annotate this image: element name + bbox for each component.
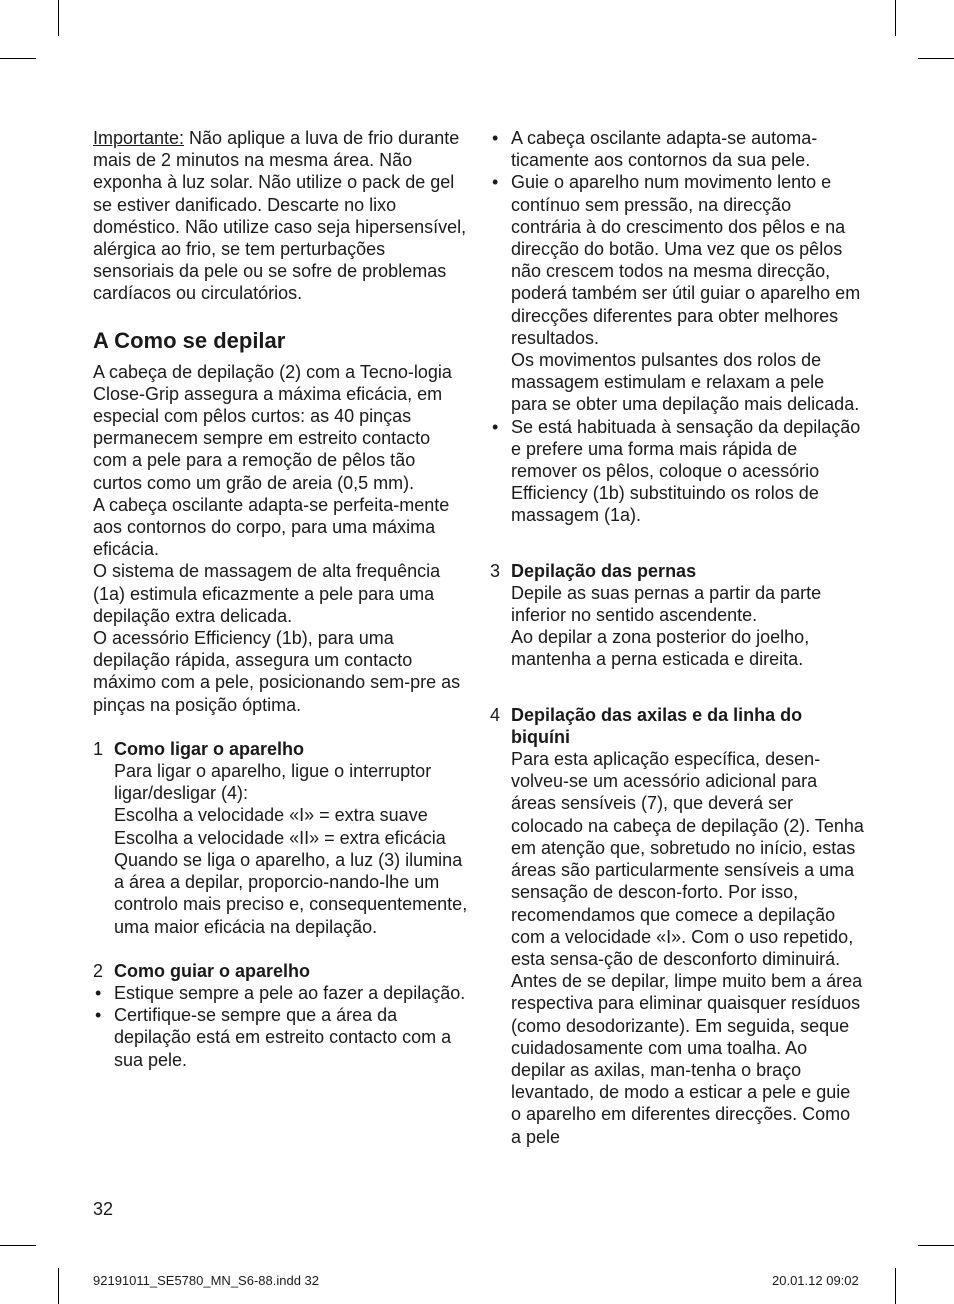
crop-mark-top-left-v (58, 0, 59, 36)
step-2-bullet-list (93, 982, 468, 1071)
step-1-line-1: Para ligar o aparelho, ligue o interruptor ligar/desligar (4): (114, 761, 432, 804)
section-heading: A Como se depilar (93, 327, 286, 353)
step-3-number: 3 (490, 560, 501, 581)
step-2-number: 2 (93, 960, 104, 981)
intro-paragraph-1: A cabeça de depilação (2) com a Tecno-logia Close-Grip assegura a máxima eficácia, em especial com pêlos curtos: as 40 pinças permanecem sempre em estreito contacto com a pele para a remoção de pêlos tão curtos como um grão de areia (0,5 mm). (93, 361, 452, 493)
bullet-text: Guie o aparelho num movimento lento e contínuo sem pressão, na direcção contrária à do crescimento dos pêlos e na direcção do botão. Uma vez que os pêlos não crescem todos na mesma direcção, poderá também ser útil guiar o aparelho em direcções diferentes para obter melhores resultados. (511, 172, 861, 348)
important-text: Não aplique a luva de frio durante mais de 2 minutos na mesma área. Não exponha à luz solar. Não utilize o pack de gel se estiver danificado. Descarte no lixo doméstico. Não utilize caso seja hipersensível, alérgica ao frio, se tem perturbações sensoriais da pele ou se sofre de problemas cardíacos ou circulatórios. (93, 128, 467, 304)
crop-mark-bottom-left-h (0, 1245, 36, 1246)
bullet-icon: • (492, 128, 499, 148)
step-3 (490, 560, 865, 671)
step-4-title: Depilação das axilas e da linha do biquíni (511, 704, 803, 747)
crop-mark-bottom-right-v (895, 1268, 896, 1304)
crop-mark-bottom-right-h (918, 1245, 954, 1246)
list-item (490, 127, 865, 171)
step-1-title: Como ligar o aparelho (114, 738, 305, 759)
crop-mark-top-right-h (918, 58, 954, 59)
bullet-text: A cabeça oscilante adapta-se automa-ticamente aos contornos da sua pele. (511, 128, 818, 171)
step-3-line-1: Depile as suas pernas a partir da parte inferior no sentido ascendente. (511, 582, 822, 626)
step-1-line-4: Quando se liga o aparelho, a luz (3) ilumina a área a depilar, proporcio-nando-lhe um controlo mais preciso e, consequentemente, uma maior eficácia na depilação. (114, 849, 468, 937)
important-label: Importante: (93, 128, 185, 148)
left-column (93, 127, 468, 1071)
crop-mark-top-left-h (0, 58, 36, 59)
step-3-line-2: Ao depilar a zona posterior do joelho, mantenha a perna esticada e direita. (511, 627, 810, 670)
step-2-title: Como guiar o aparelho (114, 960, 311, 981)
bullet-icon: • (95, 982, 102, 1003)
list-item (490, 171, 865, 415)
bullet-icon: • (492, 416, 499, 437)
bullet-icon: • (492, 172, 499, 193)
step-1-number: 1 (93, 738, 104, 759)
bullet-icon: • (95, 1005, 102, 1026)
step-1-line-3: Escolha a velocidade «II» = extra eficácia (114, 827, 446, 848)
step-4-text: Para esta aplicação específica, desen-volveu-se um acessório adicional para áreas sensíveis (7), que deverá ser colocado na cabeça de depilação (2). Tenha em atenção que, sobretudo no início, estas áreas são particularmente sensíveis a uma sensação de descon-forto. Por isso, recomendamos que comece a depilação com a velocidade «I». Com o uso repetido, esta sensa-ção de desconforto diminuirá. Antes de se depilar, limpe muito bem a área respectiva para eliminar quaisquer resíduos (como desodorizante). Em seguida, seque cuidadosamente com uma toalha. Ao depilar as axilas, man-tenha o braço levantado, de modo a esticar a pele e guie o aparelho em diferentes direcções. Como a pele (511, 749, 864, 1147)
crop-mark-bottom-left-v (58, 1268, 59, 1304)
step-1-line-2: Escolha a velocidade «I» = extra suave (114, 805, 428, 826)
page-number: 32 (93, 1199, 114, 1219)
bullet-text: Estique sempre a pele ao fazer a depilação. (114, 982, 466, 1003)
bullet-text: Se está habituada à sensação da depilação e prefere uma forma mais rápida de remover os pêlos, coloque o acessório Efficiency (1b) substituindo os rolos de massagem (1a). (511, 416, 861, 526)
step-4-number: 4 (490, 704, 501, 725)
intro-paragraph-2: A cabeça oscilante adapta-se perfeita-mente aos contornos do corpo, para uma máxima eficácia. (93, 494, 450, 560)
step-3-title: Depilação das pernas (511, 560, 697, 581)
intro-paragraph-4: O acessório Efficiency (1b), para uma depilação rápida, assegura um contacto máximo com a pele, posicionando sem-pre as pinças na posição óptima. (93, 628, 461, 715)
list-item (93, 982, 468, 1004)
list-item (93, 1004, 468, 1071)
crop-mark-top-right-v (895, 0, 896, 36)
bullet-text: Certifique-se sempre que a área da depilação está em estreito contacto com a sua pele. (114, 1005, 452, 1070)
right-bullet-list (490, 127, 865, 527)
step-4 (490, 704, 865, 1148)
list-item (490, 416, 865, 527)
print-slug-file: 92191011_SE5780_MN_S6-88.indd 32 (93, 1273, 319, 1288)
print-slug-date: 20.01.12 09:02 (772, 1273, 859, 1288)
intro-paragraph-3: O sistema de massagem de alta frequência (1a) estimula eficazmente a pele para uma depilação extra delicada. (93, 561, 441, 626)
right-column (490, 127, 865, 1148)
important-note (93, 127, 468, 305)
step-2 (93, 960, 468, 982)
bullet-text-continued: Os movimentos pulsantes dos rolos de massagem estimulam e relaxam a pele para se obter uma depilação mais delicada. (511, 350, 860, 415)
step-1 (93, 738, 468, 938)
